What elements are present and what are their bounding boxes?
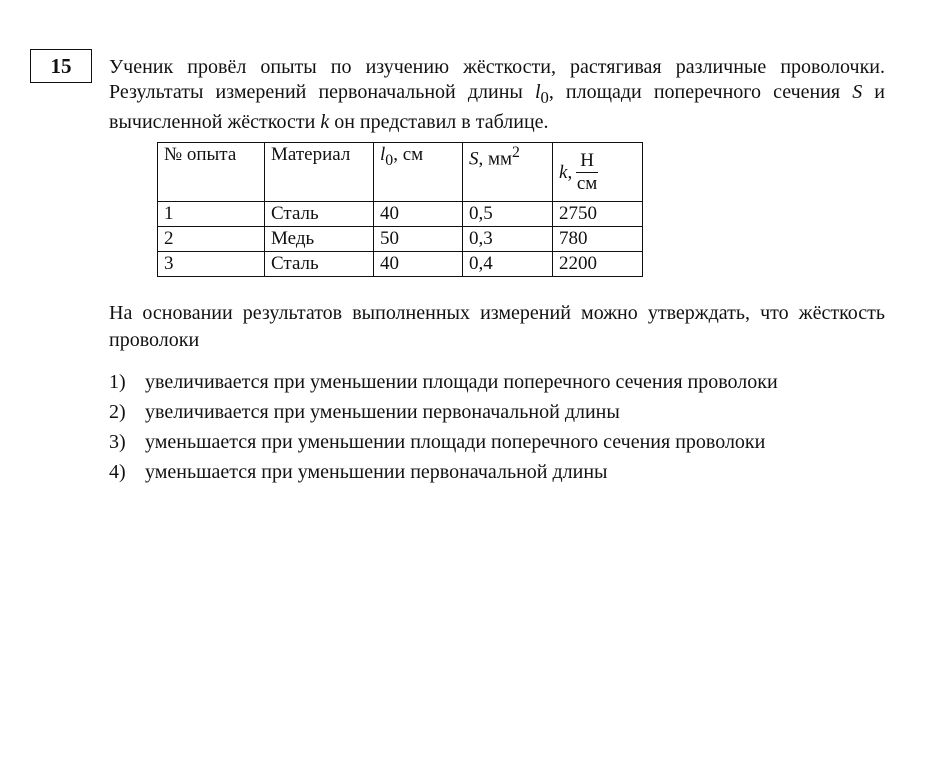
question-number: 15 (50, 53, 72, 78)
header-stiffness (553, 143, 643, 202)
question-prompt: На основании результатов выполненных измерений можно утверждать, что жёсткость проволоки (109, 302, 885, 351)
header-k-unit-den: см (576, 173, 598, 194)
cell-length: 40 (374, 252, 463, 277)
table-row (158, 252, 643, 277)
header-l-sub: 0 (385, 151, 394, 169)
cell-area: 0,5 (463, 202, 553, 227)
cell-num: 1 (158, 202, 265, 227)
header-s-symbol: S (469, 148, 479, 170)
l-subscript: 0 (540, 88, 549, 107)
question-intro (109, 55, 885, 135)
table-row (158, 227, 643, 252)
option-text: уменьшается при уменьшении первоначальной длины (145, 461, 608, 483)
cell-stiffness: 2200 (553, 252, 643, 277)
header-s-exp: 2 (512, 144, 520, 161)
l-symbol: l (534, 81, 541, 103)
cell-num: 3 (158, 252, 265, 277)
header-l-unit: , см (393, 144, 424, 165)
s-symbol: S (852, 81, 863, 103)
intro-text-2: , площади поперечного сечения (548, 81, 853, 103)
header-k-unit-num: Н (576, 150, 598, 173)
cell-material: Медь (265, 227, 374, 252)
header-l-symbol: l (380, 144, 386, 165)
measurements-table (157, 142, 643, 277)
intro-text-1: Ученик провёл опыты по изучению жёсткости, растягивая различные проволочки. Результаты измерений первоначальной длины (109, 56, 885, 103)
header-k-symbol: k (559, 161, 568, 183)
header-experiment-number: № опыта (158, 143, 265, 202)
answer-option-3[interactable] (109, 429, 778, 459)
table-header-row (158, 143, 643, 202)
header-k-unit-fraction (576, 150, 598, 195)
header-material: Материал (265, 143, 374, 202)
cell-stiffness: 780 (553, 227, 643, 252)
option-number: 4) (109, 461, 126, 483)
option-number: 2) (109, 401, 126, 423)
k-symbol: k (320, 111, 330, 133)
header-area (463, 143, 553, 202)
cell-stiffness: 2750 (553, 202, 643, 227)
cell-area: 0,3 (463, 227, 553, 252)
header-k-comma: , (567, 161, 573, 183)
intro-text-4: он представил в таблице. (329, 111, 549, 133)
cell-material: Сталь (265, 202, 374, 227)
option-number: 1) (109, 371, 126, 393)
header-stiffness-content (559, 144, 638, 201)
cell-area: 0,4 (463, 252, 553, 277)
answer-options (109, 369, 778, 489)
header-s-unit: , мм (478, 148, 513, 170)
question-number-box (30, 49, 92, 83)
option-text: увеличивается при уменьшении площади поперечного сечения проволоки (145, 371, 778, 393)
header-length (374, 143, 463, 202)
cell-material: Сталь (265, 252, 374, 277)
table-row (158, 202, 643, 227)
cell-length: 50 (374, 227, 463, 252)
option-number: 3) (109, 431, 126, 453)
answer-option-2[interactable] (109, 399, 778, 429)
option-text: увеличивается при уменьшении первоначальной длины (145, 401, 620, 423)
cell-length: 40 (374, 202, 463, 227)
cell-num: 2 (158, 227, 265, 252)
answer-option-4[interactable] (109, 459, 778, 489)
option-text: уменьшается при уменьшении площади поперечного сечения проволоки (145, 431, 766, 453)
answer-option-1[interactable] (109, 369, 778, 399)
intro-text-3: и вычисленной жёсткости (109, 81, 885, 133)
